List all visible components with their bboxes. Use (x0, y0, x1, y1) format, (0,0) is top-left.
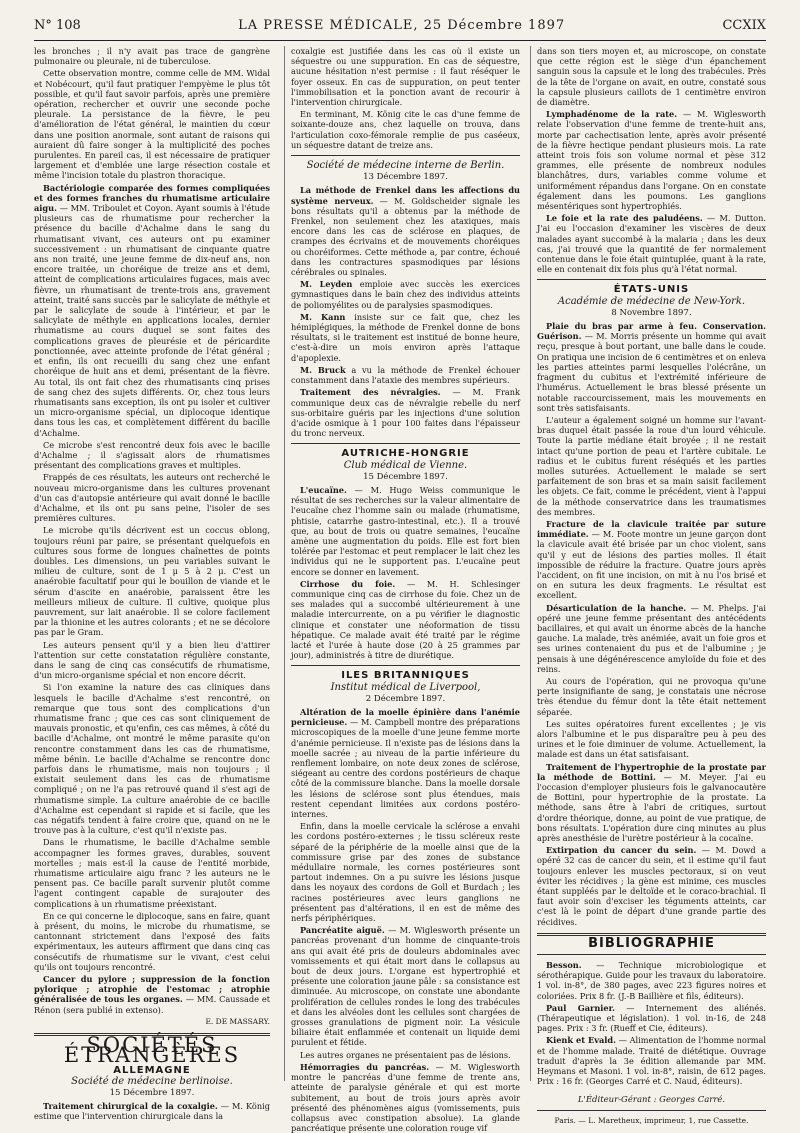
country-heading: AUTRICHE-HONGRIE (341, 448, 470, 460)
folio: CCXIX (722, 17, 766, 33)
entry-author: Besson. (546, 960, 582, 971)
columns (34, 46, 767, 1133)
entry-text: — Technique microbiologique et sérothérapique. Guide pour les travaux du laboratoire. 1 vol. in-8°, de 380 pages, avec 223 figures noires et coloriées. Prix 8 fr. (J.-B Baillière et fils, éditeurs). (537, 960, 766, 1001)
article-text: présente un pancréas provenant d'un homme de cinquante-trois ans qui avait été pris de douleurs abdominales avec vomissements et qui était mort dans le collapsus au bout de deux jours. L'organe est hypertrophié et présente une coloration jaune pâle : sa consistance est diminuée. Au microscope, on constate une abondante prolifération de cellules rondes le long des trabécules et dans les alvéoles dont les cellules sont chargées de grosses granulations de pigment noir. La vésicule biliaire était enflammée et contenait un liquide demi purulent et fétide. (291, 925, 520, 1048)
article-pancreatite (291, 925, 520, 1047)
article-cancer-sein (537, 845, 766, 927)
article-title: Hémorragies du pancréas. (300, 1061, 430, 1072)
article-frenkel (291, 185, 520, 277)
country-heading: ILES BRITANNIQUES (341, 670, 470, 682)
paragraph: dans son tiers moyen et, au microscope, on constate que cette région est le siège d'un épanchement sanguin sous la capsule et le long des trabécules. Près de la tête de l'organe on avait, en outre, constaté sous la capsule plusieurs caillots de 1 centimètre environ de diamètre. (537, 46, 766, 108)
bibliography-entry (537, 1003, 766, 1034)
article-text: J'ai eu l'occasion d'employer plusieurs fois le galvanocautère de Bottini, pour hypertrophie de la prostate. La méthode, sans être à l'abri de critiques, surtout d'ordre théorique, donne, au point de vue pratique, de bons résultats. L'opération dure cinq minutes au plus après anesthésie de l'urètre postérieur à la cocaïne. (537, 771, 767, 844)
society-name: Club médical de Vienne. (343, 459, 468, 471)
column-2 (284, 46, 521, 1133)
society-name: Académie de médecine de New-York. (557, 295, 746, 307)
session-date: 13 Décembre 1897. (363, 172, 448, 183)
session-date: 8 Novembre 1897. (611, 307, 692, 318)
society-name: Société de médecine interne de Berlin. (306, 160, 505, 172)
printer-line: Paris. — L. Maretheux, imprimeur, 1, rue Cassette. (554, 1115, 749, 1125)
article-text: montre le pancréas d'une femme de trente ans, atteinte de paralysie générale et qui est morte subitement, au bout de trois jours après avoir présenté des phénomènes aigus (vomissements, puis collapsus avec constipation absolue). La glande pancréatique présente une coloration rouge vif (291, 1072, 520, 1133)
article-title: Lymphadénome de la rate. (546, 109, 678, 120)
article-authors: — M. Wiglesworth (677, 109, 766, 120)
article-hemorragies (291, 1062, 520, 1133)
article-text: J'ai opéré une jeune femme présentant des antécédents bacillaires, et qui avait un énorme abcès de la hanche gauche. La malade, très anémiée, avait un foie gros et ses urines contenaient du pus et de l'albumine ; je pensais à une dégénérescence amyloïde du foie et des reins. (537, 602, 767, 674)
page-number: N° 108 (34, 17, 81, 33)
page-header (34, 10, 766, 41)
article-leyden (291, 279, 520, 310)
article-title: Cirrhose du foie. (300, 578, 396, 589)
article-prostate (537, 762, 766, 844)
article-title: Extirpation du cancer du sein. (546, 845, 697, 856)
paragraph: les bronches ; il n'y avait pas trace de gangrène pulmonaire ou pleurale, ni de tuberculose. (34, 46, 270, 67)
article-moelle (291, 707, 520, 819)
article-text: communique cinq cas de cirrhose du foie. Chez un de ses malades qui a succombé ultérieurement à une maladie intercurrente, on a pu vérifier le diagnostic clinique et constater une néoformation de tissu hépatique. Ce malade avait été traité par le régime lacté et l'urée à haute dose (20 à 25 grammes par jour), administrés à titre de diurétique. (291, 588, 520, 661)
article-hanche (537, 603, 766, 674)
paragraph: Enfin, dans la moelle cervicale la sclérose a envahi les cordons postéro-externes ; le tissu scléreux reste séparé de la périphérie de la moelle ainsi que de la commissure grise par des zones de substance médullaire normale, les cornes postérieures sont partout indemnes. On a pu suivre les lésions jusque dans les noyaux des cordons de Goll et Burdach ; les racines postérieures avec leurs ganglions ne présentent pas d'altérations, il en est de même des nerfs périphériques. (291, 821, 520, 924)
article-title: L'eucaïne. (300, 484, 347, 495)
article-authors: — M. Frank (440, 387, 520, 398)
article-authors: — M. Dutton. (702, 213, 766, 224)
article-text: emploie avec succès les exercices gymnastiques dans le bain chez des individus atteints de poliomyélites ou de paralysies spasmodiques. (291, 279, 521, 310)
article-authors: — MM. Triboulet et Coyon. (56, 203, 174, 214)
article-title: Traitement chirurgical de la coxalgie. (43, 1101, 218, 1112)
article-authors: — M. H. Schlesinger (395, 578, 520, 589)
divider (291, 155, 520, 156)
session-date: 2 Décembre 1897. (365, 693, 446, 704)
article-plaie-bras (537, 321, 766, 413)
article-lymphadenome (537, 109, 766, 211)
article-paludeens (537, 213, 766, 274)
article-text: a opéré 32 cas de cancer du sein, et il estime qu'il faut toujours enlever les muscles pectoraux, si on veut éviter les récidives ; la gène est minime, ces muscles étant suppléés par le deltoïde et le coraco-brachial. Il faut avoir soin d'exciser les téguments atteints, car c'est là le point de départ d'une grande partie des récidives. (537, 845, 766, 927)
article-title: Désarticulation de la hanche. (546, 602, 687, 613)
article-text: a vu la méthode de Frenkel échouer constamment dans l'ataxie des membres supérieurs. (291, 364, 521, 386)
entry-author: Paul Garnier. (546, 1002, 616, 1013)
article-title: Plaie du bras par arme à feu. Conservation. Guérison. (537, 321, 766, 342)
divider (291, 443, 520, 444)
paragraph: Les autres organes ne présentaient pas de lésions. (300, 1049, 511, 1060)
article-text: (sera publié in extenso). (60, 1004, 164, 1015)
article-title: Bactériologie comparée des formes compliquées et des formes franches du rhumatisme articulaire aigu. (34, 182, 270, 214)
section-title: SOCIÉTÉS ÉTRANGÈRES (63, 1033, 241, 1068)
article-text: montre un jeune garçon dont la clavicule avait été brisée par un choc violent, sans qu'il y eut de lésions des parties molles. Il était impossible de réduire la fracture. Quatre jours après l'accident, on fit une incision, on mit à nu l'os brisé et on en sutura les deux fragments. Le résultat est excellent. (537, 529, 766, 601)
bibliography-title: BIBLIOGRAPHIE (588, 935, 715, 951)
bibliography-entry (537, 960, 766, 1001)
article-authors: — M. Meyer. (655, 771, 728, 782)
entry-text: — Internement des aliénés. (Thérapeutique et législation). 1 vol. in-16, de 248 pages. Prix : 3 fr. (Rueff et Cie, éditeurs). (537, 1002, 767, 1034)
paragraph: Les suites opératoires furent excellentes ; je vis alors l'albumine et le pus disparaître peu à peu des urines et le foie diminuer de volume. Actuellement, la malade est dans un état satisfaisant. (537, 718, 766, 760)
bibliography-entry (537, 1035, 766, 1086)
country-heading: ÉTATS-UNIS (613, 284, 690, 296)
article-eucaine (291, 485, 520, 577)
article-title: Fracture de la clavicule traitée par suture immédiate. (537, 518, 766, 540)
article-nevralgies (291, 387, 520, 438)
article-title: Traitement des névralgies. (300, 387, 441, 398)
article-text: J'ai eu l'occasion d'examiner les viscères de deux malades ayant succombé à la malaria ; dans les deux cas, j'ai trouvé que la quantité de fer normalement contenue dans le foie était quintuplée, quant à la rate, elle en contenait dix fois plus qu'à l'état normal. (537, 223, 766, 275)
session-date: 15 Décembre 1897. (363, 471, 448, 482)
article-authors: — M. Phelps. (686, 602, 749, 613)
article-bacteriologie (34, 183, 270, 438)
article-title: Altération de la moelle épinière dans l'anémie pernicieuse. (291, 706, 520, 728)
paragraph: Si l'on examine la nature des cas cliniques dans lesquels le bacille d'Achalme s'est rencontré, on remarque que tous sont des complications d'un rhumatisme franc ; que ces cas sont cliniquement de mauvais pronostic, et qu'enfin, ces cas mêmes, à côté du bacille d'Achalme, ont montré le même parasite qu'on rencontre constamment dans les cas de rhumatisme, même bénin. Le bacille d'Achalme se rencontre donc parfois dans le rhumatisme, mais non toujours ; il existait seulement dans les cas de rhumatisme compliqué ; on ne l'a pas retrouvé quand il s'est agi de rhumatisme simple. La culture anaérobie de ce bacille d'Achalme est cependant si rapide et si facile, que les cas négatifs tendent à faire croire que, quand on ne le trouve pas à la culture, c'est qu'il n'existe pas. (34, 682, 270, 836)
article-author: M. Bruck (300, 364, 346, 375)
paragraph: L'auteur a également soigné un homme sur l'avant-bras duquel était passée la roue d'un lourd véhicule. Toute la partie médiane était broyée ; il ne restait intact qu'une portion de peau et l'artère cubitale. Le radius et le cubitus furent réséqués et les parties molles suturées. Actuellement le malade se sert parfaitement de son bras et sa main saisit facilement les objets. Ce fait, comme le précédent, vient à l'appui de la méthode conservatrice dans les traumatismes des membres. (537, 414, 766, 517)
article-text: communique le résultat de ses recherches sur la valeur alimentaire de l'eucaïne chez l'homme sain ou malade (rhumatisme, phtisie, catarrhe gastro-intestinal, etc.). Il a trouvé que, au bout de trois ou quatre semaines, l'eucaïne amène une augmentation du poids. Elle est fort bien tolérée par l'estomac et peut remplacer le lait chez les individus qui ne le supportent pas. L'eucaïne peut encore se donner en lavement. (291, 484, 520, 577)
editor-line: L'Éditeur-Gérant : Georges Carré. (577, 1094, 726, 1105)
session-date: 15 Décembre 1897. (109, 1087, 195, 1098)
paragraph: En ce qui concerne le diplocoque, sans en faire, quant à présent, du moins, le microbe du rhumatisme, se cantonnant strictement dans l'exposé des faits expérimentaux, les auteurs affirment que dans cinq cas consécutifs de rhumatisme sur le vivant, c'est celui qu'ils ont toujours rencontré. (34, 910, 270, 972)
country-heading: ALLEMAGNE (113, 1064, 191, 1076)
article-title: Cancer du pylore ; suppression de la fonction pylorique ; atrophie de l'estomac ; atrophie généralisée de tous les organes. (34, 974, 270, 1005)
paragraph: Frappés de ces résultats, les auteurs ont recherché le nouveau micro-organisme dans les cultures provenant d'un cas d'autopsie antérieure qui avait donné le bacille d'Achalme, et ils ont pu sans peine, l'isoler de ses premières cultures. (34, 472, 270, 524)
column-1 (34, 46, 270, 1122)
signature: E. DE MASSARY. (205, 1016, 270, 1026)
entry-text: — Alimentation de l'homme normal et de l'homme malade. Traité de diététique. Ouvrage traduit d'après la 3e édition allemande par MM. Heymans et Masoni. 1 vol. in-8°, raisin, de 612 pages. Prix : 16 fr. (Georges Carré et C. Naud, éditeurs). (537, 1035, 766, 1087)
article-text: Ayant soumis à l'étude plusieurs cas de rhumatisme pour rechercher la présence du bacille d'Achalme dans le sang du rhumatisant vivant, ces auteurs ont pu examiner successivement : un rhumatisant de cinquante quatre ans non traité, une jeune femme de dix-neuf ans, non encore traitée, un choréique de treize ans et demi, atteint de complications articulaires fugaces, mais avec fièvre, un rhumatisant de trente-trois ans, gravement atteint, traité sans succès par le salicylate de méthyle et par le salicylate de soude à l'intérieur, et par le salicylate de méthyle en applications locales, dernier rhumatisme au cours duquel se sont faites des complications graves de pleurésie et de péricardite ponctionnée, avec atteinte profonde de l'état général ; et enfin, ils ont recueilli du sang chez une enfant choréique de huit ans et demi, présentant de la fièvre. Au total, ils ont fait chez des rhumatisants cinq prises de sang chez des sujets différents. Or, chez tous leurs rhumatisants sans exception, ils ont pu isoler et cultiver un micro-organisme spécial, un diplocoque identique dans tous les cas, et complètement différent du bacille d'Achalme. (34, 203, 270, 438)
article-title: Pancréatite aiguë. (300, 925, 385, 936)
article-author: M. Leyden (300, 279, 353, 290)
article-authors: — M. Wiglesworth (384, 925, 467, 936)
article-coxalgie (34, 1101, 270, 1121)
article-cancer-pylore (34, 974, 270, 1015)
article-kann (291, 312, 520, 363)
journal-title: LA PRESSE MÉDICALE, 25 Décembre 1897 (238, 17, 566, 33)
divider (537, 279, 766, 280)
paragraph: Ce microbe s'est rencontré deux fois avec le bacille d'Achalme ; il s'agissait alors de rhumatismes présentant des complications graves et multiples. (34, 439, 270, 471)
article-title: Traitement de l'hypertrophie de la prostate par la méthode de Bottini. (537, 761, 766, 782)
article-text: relate l'observation d'une femme de trente-huit ans, morte par cachectisation lente, après avoir présenté de la fièvre hectique pendant plusieurs mois. La rate atteint trois fois son volume normal et pèse 312 grammes, elle présente de nombreux nodules blanchâtres, durs, variables comme volume et uniformément répandus dans l'organe. On en constate également dans les poumons. Les ganglions mésentériques sont hypertrophiés. (537, 119, 766, 212)
article-text: communique deux cas de névralgie rebelle du nerf sus-orbitaire guéris par les injections d'une solution d'acide osmique à 1 pour 100 faites dans l'épaisseur du tronc nerveux. (291, 397, 520, 439)
article-authors: — M. Morris (581, 331, 639, 342)
article-author: M. Kann (300, 311, 346, 322)
article-bruck (291, 365, 520, 385)
article-authors: — M. Wiglesworth (429, 1061, 520, 1072)
article-text: présente un homme qui avait reçu, presque à bout portant, une balle dans le coude. On pratiqua une incision de 6 centimètres et on enleva les parties atteintes parmi lesquelles l'olécrâne, un fragment du cubitus et l'extrémité inférieure de l'humérus. Actuellement le bras blessé présente un notable raccourcissement, mais les mouvements en sont très satisfaisants. (537, 331, 766, 413)
article-text: montre des préparations microscopiques de la moelle d'une jeune femme morte d'anémie pernicieuse. Il n'existe pas de lésions dans la moelle sacrée ; au niveau de la partie inférieure du renflement lombaire, on note deux zones de sclérose, siégeant au centre des cordons postérieurs de chaque côté de la commissure blanche. Dans la moelle dorsale les lésions de sclérose sont plus étendues, mais restent cependant limitées aux cordons postéro-internes. (291, 717, 520, 820)
paragraph: Le microbe qu'ils décrivent est un coccus oblong, toujours réuni par paire, se présentant quelquefois en cultures sous forme de longues chaînettes de points doubles. Les dimensions, un peu variables suivant le milieu de culture, sont de 1 μ 5 à 2 μ. C'est un anaérobie facultatif pour qui le bouillon de viande et le sérum d'ascite en anaérobie, paraissent être les meilleurs milieux de culture. Il cultive, quoique plus pauvrement, sur lait anaérobie. Il se colore facilement par la thionine et les autres colorants ; et ne se décolore pas par le Gram. (34, 525, 270, 638)
article-title: La méthode de Frenkel dans les affections du système nerveux. (291, 185, 520, 206)
article-text: insiste sur ce fait que, chez les hémiplégiques, la méthode de Frenkel donne de bons résultats, si le traitement est institué de bonne heure, c'est-à-dire un mois environ après l'attaque d'apoplexie. (291, 311, 520, 363)
divider (537, 1110, 766, 1111)
society-name: Société de médecine berlinoise. (71, 1075, 233, 1087)
divider (537, 954, 766, 955)
article-clavicule (537, 519, 766, 601)
article-authors: — M. Dowd (696, 845, 756, 856)
article-authors: — M. Foote (588, 529, 641, 540)
society-name: Institut médical de Liverpool, (330, 681, 481, 693)
entry-author: Kienk et Evald. (546, 1035, 616, 1046)
article-authors: — M. Campbell (347, 717, 415, 728)
column-3 (530, 46, 767, 1125)
article-authors: — M. Hugo Weiss (346, 484, 444, 495)
article-authors: — M. Goldscheider (373, 195, 467, 206)
paragraph: Cette observation montre, comme celle de MM. Widal et Nobécourt, qu'il faut pratiquer l'empyème le plus tôt possible, et qu'il faut savoir parfois, après une première opération, rechercher et ouvrir une seconde poche pleurale. La persistance de la fièvre, le peu d'amélioration de l'état général, le maintien du cœur dans une position anormale, sont autant de raisons qui auraient dû faire songer à la multiplicité des poches purulentes. En pareil cas, il est nécessaire de pratiquer largement et d'emblée une large résection costale et même l'incision totale du plastron thoracique. (34, 68, 270, 181)
article-authors: — MM. Caussade et Rénon (34, 994, 270, 1015)
divider (291, 665, 520, 666)
article-text: signale les bons résultats qu'il a obtenus par la méthode de Frenkel, non seulement chez les ataxiques, mais encore dans les cas de sclérose en plaques, de crampes des écrivains et de mouvements choréiques ou choréiformes. Cette méthode a, par contre, échoué dans les contractures spasmodiques par lésions cérébrales ou spinales. (291, 195, 520, 278)
paragraph: coxalgie est justifiée dans les cas où il existe un séquestre ou une suppuration. En cas de séquestre, aucune hésitation n'est permise : il faut réséquer le foyer osseux. En cas de suppuration, on peut tenter l'immobilisation et la ponction avant de recourir à l'intervention chirurgicale. (291, 46, 520, 108)
paragraph: En terminant, M. König cite le cas d'une femme de soixante-douze ans, chez laquelle on trouva, dans l'articulation coxo-fémorale remplie de pus caséeux, un séquestre datant de treize ans. (291, 109, 520, 150)
paragraph: Au cours de l'opération, qui ne provoqua qu'une perte insignifiante de sang, je constatais une nécrose très étendue du fémur dont la tête était nettement séparée. (537, 675, 766, 717)
article-text: — M. König estime que l'intervention chirurgicale dans la (34, 1101, 270, 1122)
article-title: Le foie et la rate des paludéens. (546, 213, 703, 224)
article-cirrhose (291, 579, 520, 661)
paragraph: Dans le rhumatisme, le bacille d'Achalme semble accompagner les formes graves, durables, souvent mortelles ; mais est-il la cause de l'entité morbide, rhumatisme articulaire aigu franc ? les auteurs ne le pensent pas. Ce bacille paraît survenir plutôt comme l'agent contingent capable de surajouter des complications à un rhumatisme préexistant. (34, 837, 270, 909)
paragraph: Les auteurs pensent qu'il y a bien lieu d'attirer l'attention sur cette constatation régulière constante, dans le sang de cinq cas consécutifs de rhumatisme, d'un micro-organisme spécial et non encore décrit. (34, 639, 270, 681)
